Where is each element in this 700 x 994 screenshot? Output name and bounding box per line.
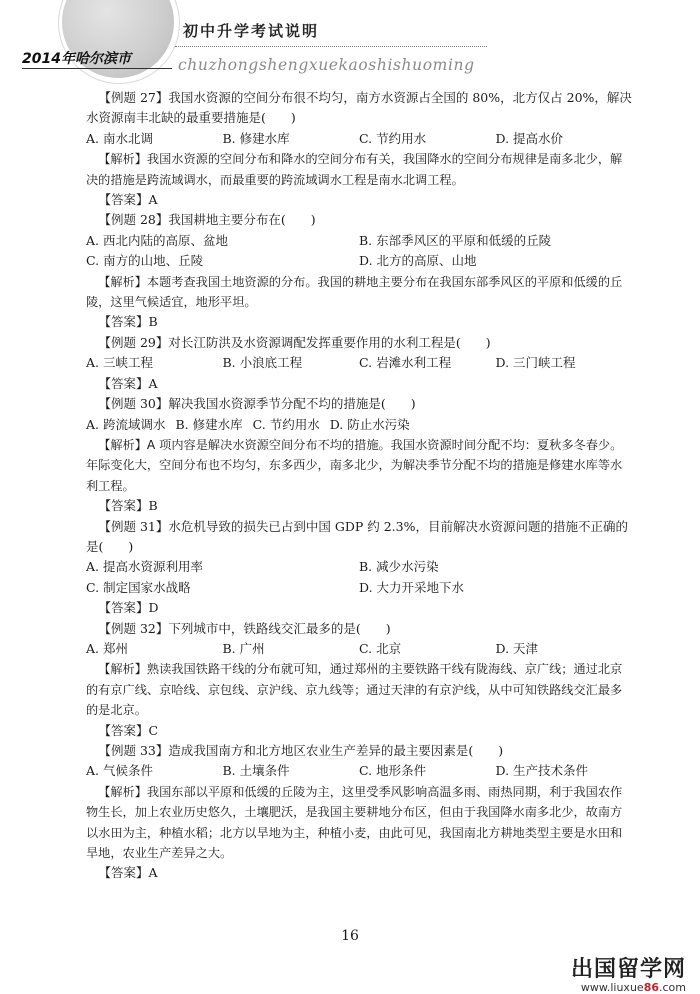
question-29-options xyxy=(86,353,632,373)
option: C. 南方的山地、丘陵 xyxy=(86,253,204,269)
option: A. 三峡工程 xyxy=(86,355,153,371)
header-title: 初中升学考试说明 xyxy=(183,22,320,40)
option: B. 修建水库 xyxy=(175,416,243,432)
question-28-options-row1 xyxy=(86,231,632,251)
option: A. 西北内陆的高原、盆地 xyxy=(86,232,228,248)
option: C. 岩滩水利工程 xyxy=(359,355,452,371)
question-30-analysis: 【解析】A 项内容是解决水资源空间分布不均的措施。我国水资源时间分配不均：夏秋多冬春少。年际变化大，空间分布也不均匀，东多西少，南多北少，为解决季节分配不均的措施是修建水库等水利工程。 xyxy=(86,437,623,493)
option: D. 提高水价 xyxy=(495,130,564,146)
question-30-stem: 【例题 30】解决我国水资源季节分配不均的措施是( ) xyxy=(98,396,416,412)
option: B. 广州 xyxy=(222,640,265,656)
option: A. 南水北调 xyxy=(86,130,153,146)
question-31-answer: 【答案】D xyxy=(98,600,159,616)
option: A. 提高水资源利用率 xyxy=(86,559,203,575)
question-33-answer: 【答案】A xyxy=(98,865,158,881)
question-33-stem: 【例题 33】造成我国南方和北方地区农业生产差异的最主要因素是( ) xyxy=(98,743,504,758)
question-32-options xyxy=(86,639,632,659)
watermark-title: 出国留学网 xyxy=(570,957,686,982)
option: C. 节约用水 xyxy=(252,416,320,432)
option: A. 气候条件 xyxy=(86,763,153,779)
option: C. 制定国家水战略 xyxy=(86,579,191,595)
question-30-options xyxy=(86,415,632,435)
header-dotted-rule xyxy=(175,46,487,47)
question-28-answer: 【答案】B xyxy=(98,314,158,330)
option: D. 北方的高原、山地 xyxy=(359,253,477,269)
question-32-stem: 【例题 32】下列城市中，铁路线交汇最多的是( ) xyxy=(98,620,391,636)
question-33-options xyxy=(86,761,632,781)
watermark-url-prefix: www.liuxue xyxy=(580,981,644,994)
header-rule xyxy=(22,68,172,69)
option: B. 东部季风区的平原和低缓的丘陵 xyxy=(359,232,552,248)
question-29-answer: 【答案】A xyxy=(98,375,158,391)
option: B. 减少水污染 xyxy=(359,559,439,575)
question-33-analysis: 【解析】我国东部以平原和低缓的丘陵为主，这里受季风影响高温多雨、雨热同期，利于我国农作物生长，加上农业历史悠久，土壤肥沃，是我国主要耕地分布区，但由于我国降水南多北少，故南方以水田为主，种植水稻；北方以旱地为主，种植小麦，由此可见，我国南北方耕地类型主要是水田和旱地，农业生产差异之大。 xyxy=(86,784,623,861)
question-28-stem: 【例题 28】我国耕地主要分布在( ) xyxy=(98,212,316,228)
option: B. 小浪底工程 xyxy=(222,355,303,371)
question-27-answer: 【答案】A xyxy=(98,192,158,208)
watermark-url-number: 86 xyxy=(643,981,659,994)
header-pinyin: chuzhongshengxuekaoshishuoming xyxy=(178,56,475,74)
option: A. 跨流域调水 xyxy=(86,416,166,432)
question-27-stem: 【例题 27】我国水资源的空间分布很不均匀，南方水资源占全国的 80%，北方仅占 20%，解决水资源南丰北缺的最重要措施是( ) xyxy=(86,90,632,126)
option: D. 生产技术条件 xyxy=(495,763,589,779)
header-city-year: 2014年哈尔滨市 xyxy=(22,51,131,67)
page-content xyxy=(86,88,632,884)
option: D. 防止水污染 xyxy=(329,416,410,432)
question-27-analysis: 【解析】我国水资源的空间分布和降水的空间分布有关，我国降水的空间分布规律是南多北少，解决的措施是跨流域调水，而最重要的跨流域调水工程是南水北调工程。 xyxy=(86,152,623,187)
question-27-options xyxy=(86,129,632,149)
option: C. 地形条件 xyxy=(359,763,427,779)
question-32-answer: 【答案】C xyxy=(98,722,159,738)
option: D. 三门峡工程 xyxy=(495,355,576,371)
option: B. 修建水库 xyxy=(222,130,290,146)
option: B. 土壤条件 xyxy=(222,763,290,779)
question-31-options-row1 xyxy=(86,557,632,577)
question-31-options-row2 xyxy=(86,578,632,598)
option: C. 北京 xyxy=(359,640,402,656)
question-28-analysis: 【解析】本题考查我国土地资源的分布。我国的耕地主要分布在我国东部季风区的平原和低缓的丘陵，这里气候适宜，地形平坦。 xyxy=(86,274,623,310)
question-29-stem: 【例题 29】对长江防洪及水资源调配发挥重要作用的水利工程是( ) xyxy=(98,334,491,350)
question-32-analysis: 【解析】熟读我国铁路干线的分布就可知，通过郑州的主要铁路干线有陇海线、京广线；通过北京的有京广线、京哈线、京包线、京沪线、京九线等；通过天津的有京沪线，从中可知铁路线交汇最多的是北京。 xyxy=(86,662,623,718)
page-number: 16 xyxy=(341,928,359,944)
watermark-url xyxy=(571,981,686,994)
option: D. 天津 xyxy=(495,640,539,656)
option: A. 郑州 xyxy=(86,640,128,656)
question-28-options-row2 xyxy=(86,251,632,271)
question-30-answer: 【答案】B xyxy=(98,498,158,514)
question-31-stem: 【例题 31】水危机导致的损失已占到中国 GDP 约 2.3%，目前解决水资源问题的措施不正确的是( ) xyxy=(86,518,628,554)
watermark-url-suffix: .com xyxy=(659,981,686,994)
watermark xyxy=(571,952,686,994)
option: C. 节约用水 xyxy=(359,130,427,146)
option: D. 大力开采地下水 xyxy=(359,579,465,595)
